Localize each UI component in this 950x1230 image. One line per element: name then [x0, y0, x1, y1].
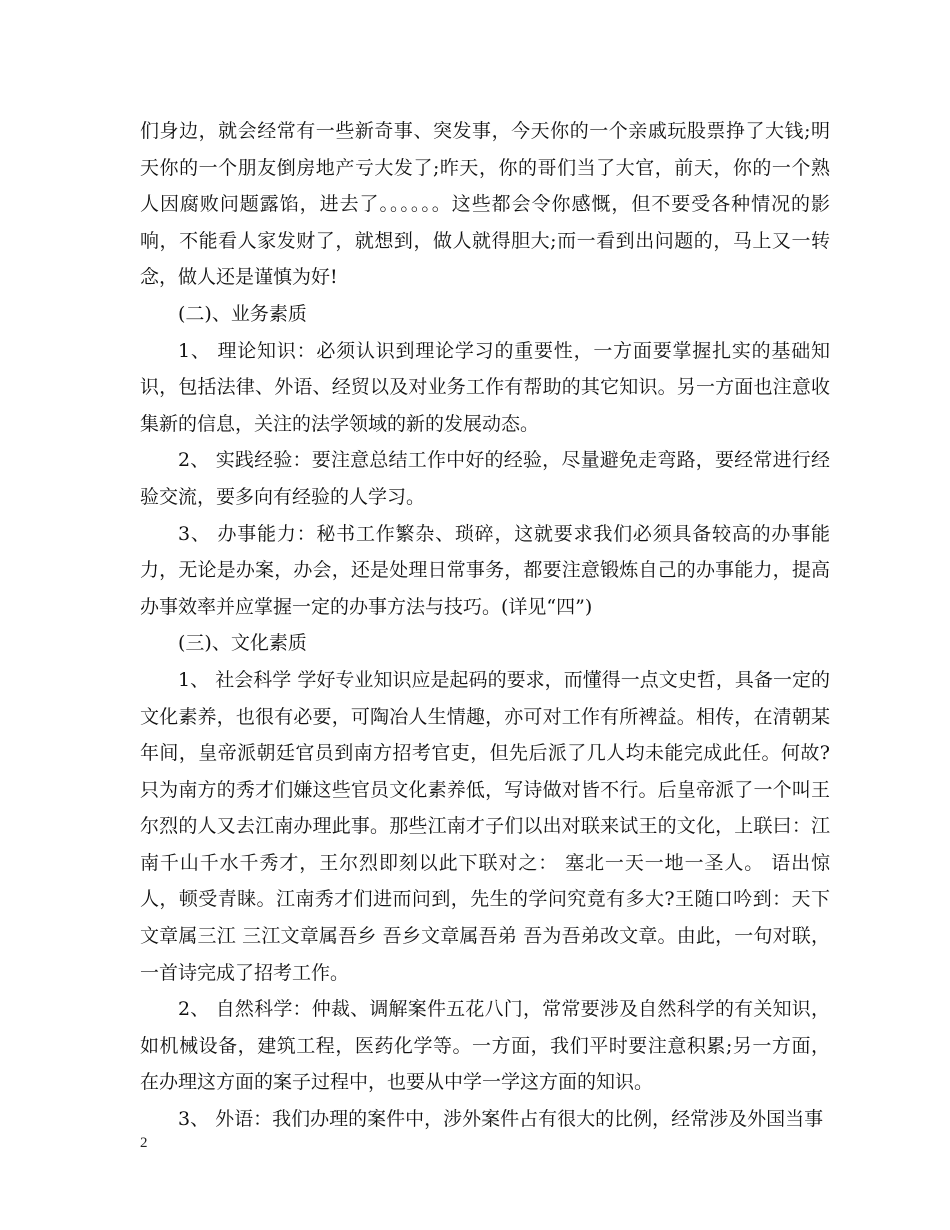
section-heading-business: (二)、业务素质: [178, 302, 307, 325]
paragraph-theory-knowledge: 1、 理论知识：必须认识到理论学习的重要性，一方面要掌握扎实的基础知识，包括法律、外语、经贸以及对业务工作有帮助的其它知识。另一方面也注意收集新的信息，关注的法学领域的新的发展动态。: [140, 339, 830, 435]
paragraph-foreign-language: 3、 外语：我们办理的案件中，涉外案件占有很大的比例，经常涉及外国当事: [178, 1108, 824, 1131]
section-heading-culture: (三)、文化素质: [178, 632, 307, 655]
paragraph-natural-science: 2、 自然科学：仲裁、调解案件五花八门，常常要涉及自然科学的有关知识，如机械设备，建筑工程，医药化学等。一方面，我们平时要注意积累;另一方面，在办理这方面的案子过程中，也要从中学一学这方面的知识。: [140, 998, 830, 1094]
document-body: [140, 113, 830, 1138]
page-number: 2: [140, 1135, 148, 1151]
paragraph-social-science: 1、 社会科学 学好专业知识应是起码的要求，而懂得一点文史哲，具备一定的文化素养，也很有必要，可陶冶人生情趣，亦可对工作有所裨益。相传，在清朝某年间，皇帝派朝廷官员到南方招考官吏，但先后派了几人均未能完成此任。何故?只为南方的秀才们嫌这些官员文化素养低，写诗做对皆不行。后皇帝派了一个叫王尔烈的人又去江南办理此事。那些江南才子们以出对联来试王的文化，上联曰：江南千山千水千秀才，王尔烈即刻以此下联对之： 塞北一天一地一圣人。 语出惊人，顿受青睐。江南秀才们进而问到，先生的学问究竟有多大?王随口吟到：天下文章属三江 三江文章属吾乡 吾乡文章属吾弟 吾为吾弟改文章。由此，一句对联，一首诗完成了招考工作。: [140, 668, 830, 984]
paragraph-continuation: 们身边，就会经常有一些新奇事、突发事，今天你的一个亲戚玩股票挣了大钱;明天你的一个朋友倒房地产亏大发了;昨天，你的哥们当了大官，前天，你的一个熟人因腐败问题露馅，进去了。。。。。。这些都会令你感慨，但不要受各种情况的影响，不能看人家发财了，就想到，做人就得胆大;而一看到出问题的，马上又一转念，做人还是谨慎为好!: [140, 120, 830, 289]
paragraph-work-ability: 3、 办事能力：秘书工作繁杂、琐碎，这就要求我们必须具备较高的办事能力，无论是办案，办会，还是处理日常事务，都要注意锻炼自己的办事能力，提高办事效率并应掌握一定的办事方法与技巧。(详见“四”): [140, 522, 830, 618]
paragraph-practical-experience: 2、 实践经验：要注意总结工作中好的经验，尽量避免走弯路，要经常进行经验交流，要多向有经验的人学习。: [140, 449, 830, 508]
